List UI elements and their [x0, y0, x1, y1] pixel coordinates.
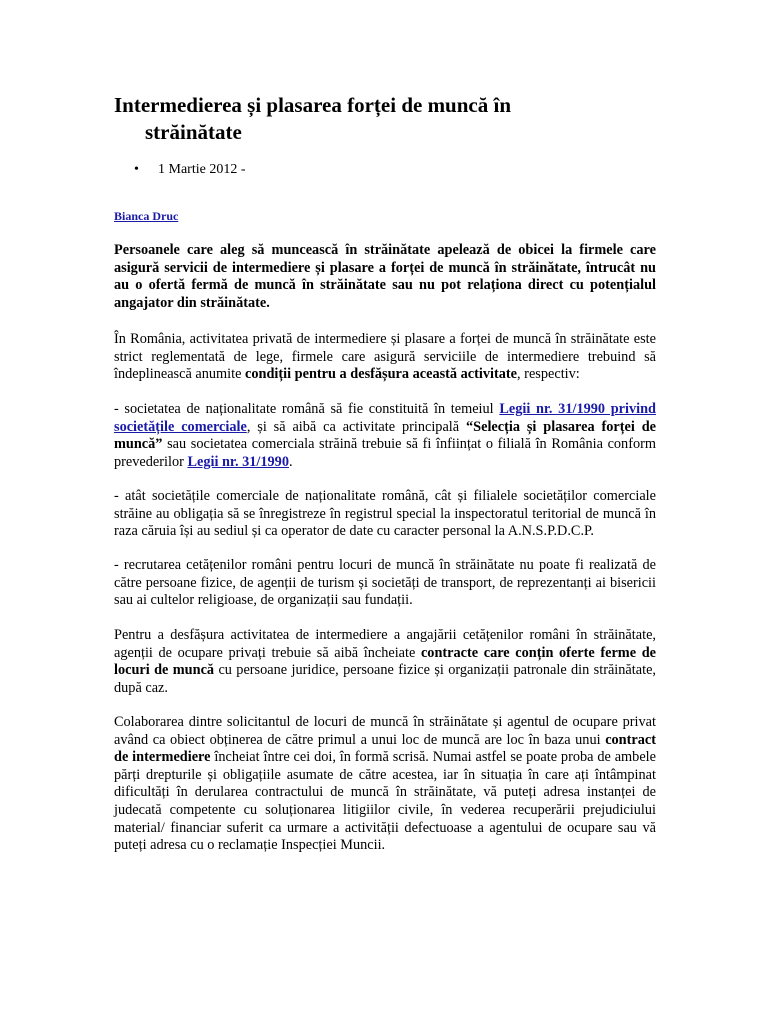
title-line-1: Intermedierea și plasarea forței de muncă în [114, 93, 512, 117]
paragraph-4: - recrutarea cetățenilor români pentru locuri de muncă în străinătate nu poate fi realizată de către persoane fizice, de agenții de turism și societăți de transport, de reprezentanți ai bisericii sau ai cultelor religioase, de organizații sau fundații. [114, 557, 656, 609]
paragraph-3: - atât societățile comerciale de naționalitate română, cât și filialele societăților comerciale străine au obligația să se înregistreze în registrul special la inspectoratul teritorial de muncă în raza căruia își au sediul și ca operator de date cu caracter personal la A.N.S.P.D.C.P. [114, 488, 656, 540]
article-title [114, 92, 674, 146]
paragraph-5-bold: contracte care conțin oferte ferme de locuri de muncă [114, 644, 656, 679]
paragraph-1-text-a: În România, activitatea privată de intermediere și plasare a forței de muncă în străinătate este strict reglementată de lege, firmele care asigură serviciile de intermediere trebuind să îndeplinească anumite [114, 331, 656, 383]
paragraph-2-text-b: , și să aibă ca activitate principală [246, 418, 466, 435]
paragraph-2-text-a: - societatea de naționalitate română să fie constituită în temeiul [114, 401, 500, 417]
paragraph-2 [114, 401, 656, 471]
law-31-1990-link[interactable]: Legii nr. 31/1990 privind societățile comerciale [114, 401, 656, 435]
title-line-2: străinătate [145, 120, 242, 144]
date-list [114, 160, 245, 180]
paragraph-6 [114, 714, 656, 855]
paragraph-2-text-c: sau societatea comerciala străină trebuie să fi înființat o filială în România conform prevederilor [114, 436, 656, 470]
bullet-icon: • [134, 162, 139, 177]
paragraph-6-bold: contract de intermediere [114, 731, 656, 766]
paragraph-5-text-a: Pentru a desfășura activitatea de intermediere a angajării cetățenilor români în străinătate, agenții de ocupare privați trebuie să aibă încheiate [114, 627, 656, 661]
paragraph-5-text-b: cu persoane juridice, persoane fizice și organizații patronale din străinătate, după caz. [114, 662, 656, 696]
paragraph-2-bold: “Selecția și plasarea forței de muncă” [114, 418, 657, 453]
paragraph-2-text-d: . [288, 453, 293, 470]
author-link[interactable]: Bianca Druc [114, 209, 179, 223]
lead-paragraph: Persoanele care aleg să muncească în străinătate apelează de obicei la firmele care asigură servicii de intermediere și plasare a forței de muncă în străinătate, întrucât nu au o ofertă fermă de muncă în străinătate sau nu pot relaționa direct cu potențialul angajator din străinătate. [114, 242, 656, 311]
law-31-1990-short-link[interactable]: Legii nr. 31/1990 [187, 453, 289, 470]
paragraph-6-text-a: Colaborarea dintre solicitantul de locuri de muncă în străinătate și agentul de ocupare privat având ca obiect obținerea de către primul a unui loc de muncă are loc în baza unui [114, 714, 656, 748]
paragraph-1-text-b: , respectiv: [517, 366, 580, 383]
date-list-item [114, 160, 245, 180]
article-date: 1 Martie 2012 - [158, 162, 246, 177]
paragraph-1-bold: condiții pentru a desfășura această activitate [245, 366, 518, 383]
paragraph-1 [114, 331, 656, 384]
paragraph-5 [114, 627, 656, 697]
paragraph-6-text-b: încheiat între cei doi, în formă scrisă. Numai astfel se poate proba de ambele părți drepturile și obligațiile asumate de către acestea, iar în situația în care ați întâmpinat dificultăți în derularea contractului de muncă în străinătate, vă puteți adresa instanței de judecată competente cu soluționarea litigiilor civile, în vederea recuperării prejudiciului material/ financiar suferit ca urmare a activității defectuoase a agentului de ocupare sau vă puteți adresa cu o reclamație Inspecției Muncii. [114, 749, 656, 854]
